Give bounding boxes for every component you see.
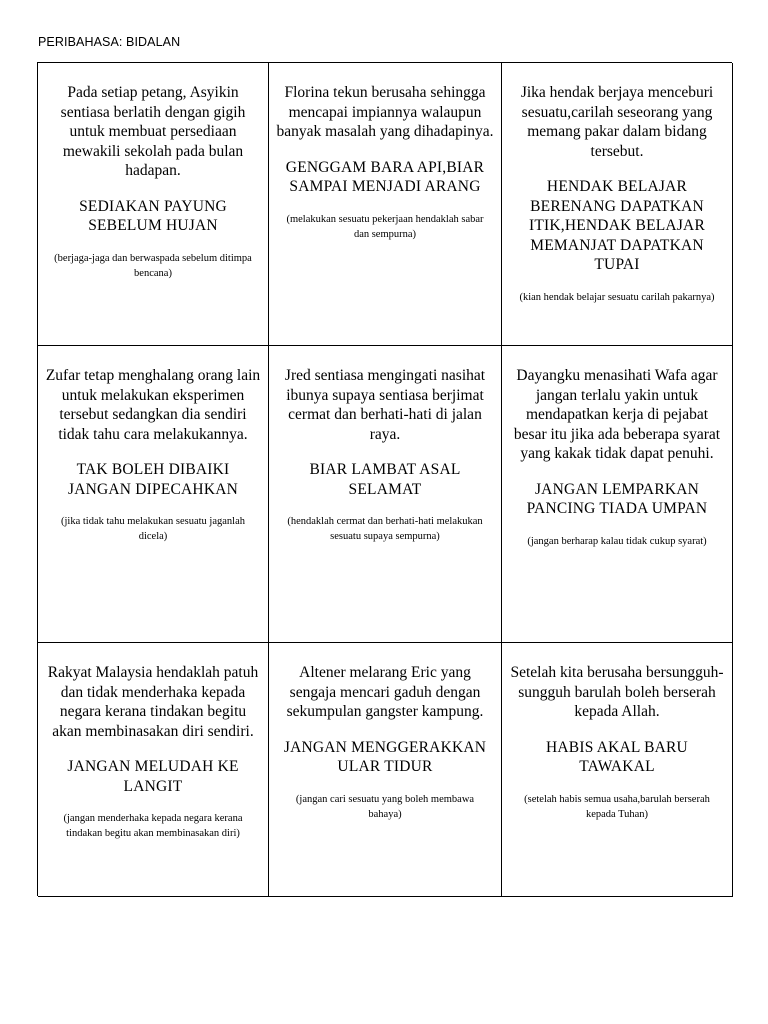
example-sentence: Rakyat Malaysia hendaklah patuh dan tidak menderhaka kepada negara kerana tindakan begitu akan membinasakan diri sendiri. — [47, 664, 259, 740]
proverb-card — [502, 643, 733, 897]
proverb-card — [269, 346, 502, 643]
proverb-meaning: (setelah habis semua usaha,barulah berserah kepada Tuhan) — [524, 793, 710, 820]
proverb-card-grid — [37, 62, 732, 896]
proverb-card — [502, 346, 733, 643]
proverb-meaning: (kian hendak belajar sesuatu carilah pakarnya) — [519, 291, 715, 303]
proverb-text: TAK BOLEH DIBAIKI JANGAN DIPECAHKAN — [67, 461, 239, 498]
example-sentence: Pada setiap petang, Asyikin sentiasa berlatih dengan gigih untuk membuat persediaan mewakili sekolah pada bulan hadapan. — [60, 84, 246, 179]
proverb-text: JANGAN MELUDAH KE LANGIT — [67, 758, 239, 795]
proverb-card — [38, 643, 269, 897]
example-sentence: Dayangku menasihati Wafa agar jangan terlalu yakin untuk mendapatkan kerja di pejabat besar itu jika ada beberapa syarat yang kakak tidak dapat penuhi. — [513, 367, 721, 462]
proverb-card — [269, 643, 502, 897]
proverb-meaning: (melakukan sesuatu pekerjaan hendaklah sabar dan sempurna) — [286, 213, 484, 240]
proverb-card — [38, 63, 269, 346]
example-sentence: Zufar tetap menghalang orang lain untuk melakukan eksperimen tersebut sedangkan dia sendiri tidak tahu cara melakukannya. — [45, 367, 261, 443]
example-sentence: Setelah kita berusaha bersungguh-sungguh barulah boleh berserah kepada Allah. — [510, 664, 724, 720]
proverb-meaning: (jangan berharap kalau tidak cukup syarat) — [527, 535, 707, 547]
proverb-meaning: (berjaga-jaga dan berwaspada sebelum ditimpa bencana) — [54, 252, 252, 279]
proverb-meaning: (hendaklah cermat dan berhati-hati melakukan sesuatu supaya sempurna) — [287, 516, 483, 542]
proverb-text: BIAR LAMBAT ASAL SELAMAT — [309, 461, 461, 498]
example-sentence: Altener melarang Eric yang sengaja mencari gaduh dengan sekumpulan gangster kampung. — [286, 664, 484, 720]
proverb-text: HENDAK BELAJAR BERENANG DAPATKAN ITIK,HENDAK BELAJAR MEMANJAT DAPATKAN TUPAI — [528, 178, 705, 273]
example-sentence: Jika hendak berjaya menceburi sesuatu,carilah seseorang yang memang pakar dalam bidang tersebut. — [520, 84, 714, 160]
proverb-card — [502, 63, 733, 346]
proverb-text: HABIS AKAL BARU TAWAKAL — [546, 738, 688, 775]
proverb-meaning: (jangan menderhaka kepada negara kerana tindakan begitu akan membinasakan diri) — [63, 813, 243, 839]
proverb-text: GENGGAM BARA API,BIAR SAMPAI MENJADI ARANG — [285, 158, 485, 195]
proverb-card — [38, 346, 269, 643]
proverb-text: SEDIAKAN PAYUNG SEBELUM HUJAN — [79, 197, 227, 234]
proverb-text: JANGAN LEMPARKAN PANCING TIADA UMPAN — [526, 480, 708, 517]
proverb-meaning: (jika tidak tahu melakukan sesuatu jaganlah dicela) — [61, 516, 245, 542]
example-sentence: Jred sentiasa mengingati nasihat ibunya supaya sentiasa berjimat cermat dan berhati-hati di jalan raya. — [284, 367, 486, 443]
proverb-meaning: (jangan cari sesuatu yang boleh membawa bahaya) — [295, 793, 475, 820]
proverb-card — [269, 63, 502, 346]
example-sentence: Florina tekun berusaha sehingga mencapai impiannya walaupun banyak masalah yang dihadapinya. — [276, 84, 494, 140]
page-heading: PERIBAHASA: BIDALAN — [38, 35, 181, 49]
proverb-text: JANGAN MENGGERAKKAN ULAR TIDUR — [283, 738, 487, 775]
